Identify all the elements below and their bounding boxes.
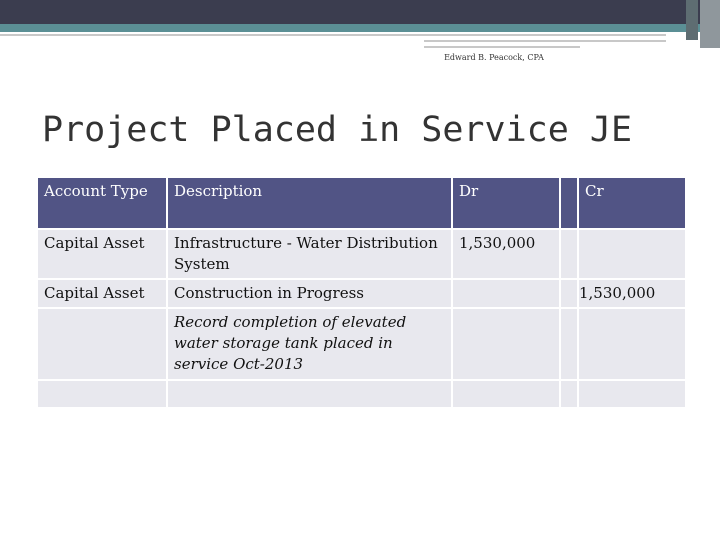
cell-credit	[579, 381, 685, 407]
slide-title: Project Placed in Service JE	[42, 110, 633, 150]
table-header-row	[38, 178, 685, 228]
cell-memo: Record completion of elevated water storage tank placed in service Oct-2013	[168, 309, 451, 379]
cell-spacer	[561, 230, 577, 278]
decorative-rule-shorter	[424, 46, 580, 48]
cell-description: Construction in Progress	[168, 280, 451, 307]
cell-debit: 1,530,000	[453, 230, 559, 278]
cell-debit	[453, 381, 559, 407]
header-debit: Dr	[453, 178, 559, 228]
corner-decoration	[700, 0, 720, 48]
journal-entry-table	[36, 176, 687, 409]
cell-account: Capital Asset	[38, 280, 166, 307]
cell-spacer	[561, 280, 577, 307]
cell-account	[38, 309, 166, 379]
cell-description: Infrastructure - Water Distribution System	[168, 230, 451, 278]
cell-description	[168, 381, 451, 407]
cell-account: Capital Asset	[38, 230, 166, 278]
cell-account	[38, 381, 166, 407]
cell-credit	[579, 230, 685, 278]
cell-spacer	[561, 309, 577, 379]
cell-credit	[579, 309, 685, 379]
decorative-rule	[0, 34, 666, 36]
cell-credit: 1,530,000	[579, 280, 685, 307]
header-description: Description	[168, 178, 451, 228]
cell-debit	[453, 280, 559, 307]
header-credit: Cr	[579, 178, 685, 228]
header-account-type: Account Type	[38, 178, 166, 228]
table-row	[38, 280, 685, 307]
top-accent-bar	[0, 24, 720, 32]
corner-decoration-inner	[686, 0, 698, 40]
top-banner	[0, 0, 720, 24]
table-row	[38, 230, 685, 278]
table-row	[38, 381, 685, 407]
decorative-rule-short	[424, 40, 666, 42]
header-spacer	[561, 178, 577, 228]
author-credit: Edward B. Peacock, CPA	[444, 53, 544, 62]
cell-debit	[453, 309, 559, 379]
table-row	[38, 309, 685, 379]
cell-spacer	[561, 381, 577, 407]
